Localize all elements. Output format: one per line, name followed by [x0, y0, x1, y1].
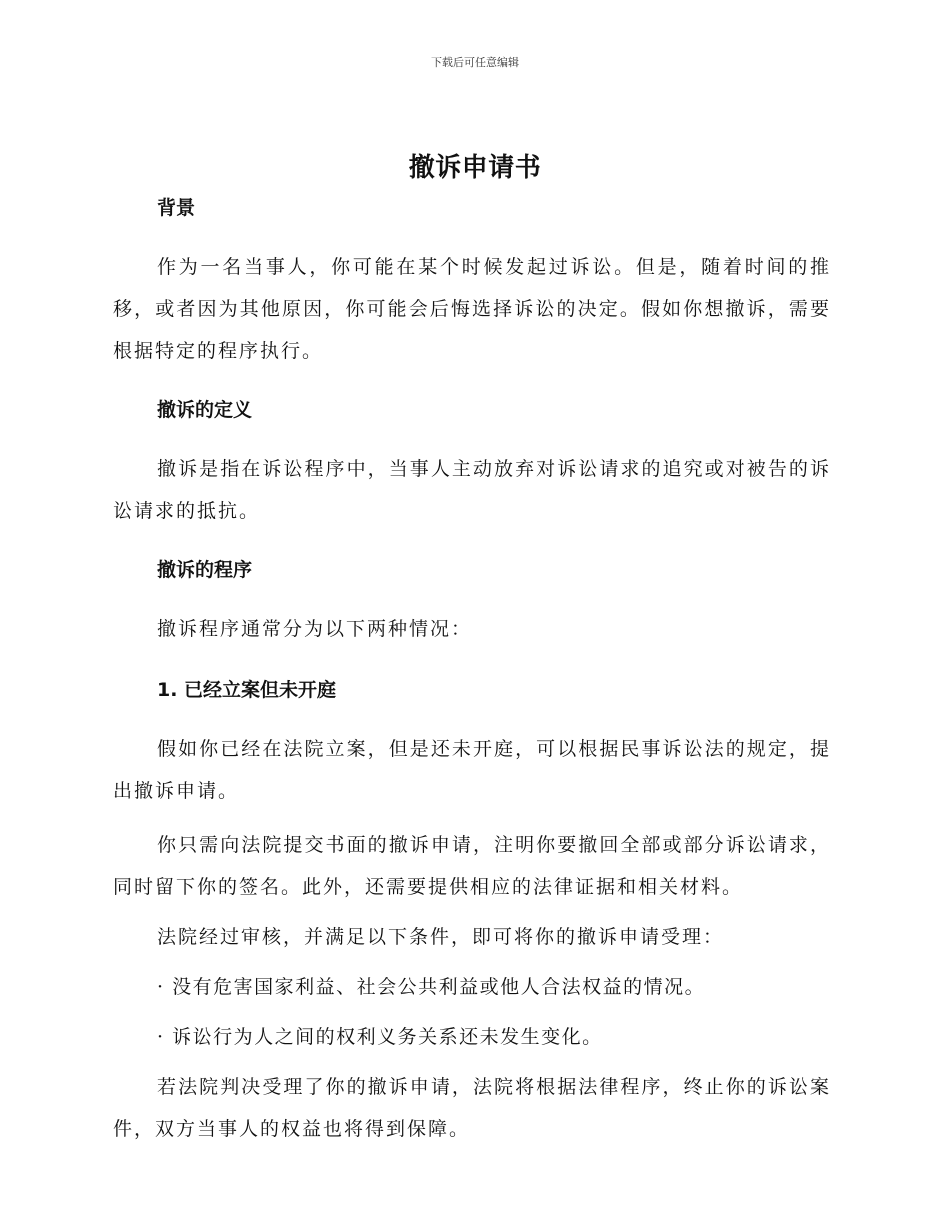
condition-bullet: · 没有危害国家利益、社会公共利益或他人合法权益的情况。: [157, 976, 706, 998]
document-title: 撤诉申请书: [408, 153, 542, 183]
condition-bullet: · 诉讼行为人之间的权利义务关系还未发生变化。: [157, 1026, 603, 1048]
case1-heading: 1. 已经立案但未开庭: [157, 679, 337, 701]
case1-paragraph-2: 你只需向法院提交书面的撤诉申请，注明你要撤回全部或部分诉讼请求，同时留下你的签名。此外，还需要提供相应的法律证据和相关材料。: [113, 834, 831, 898]
section-heading-background: 背景: [157, 197, 196, 219]
definition-paragraph: 撤诉是指在诉讼程序中，当事人主动放弃对诉讼请求的追究或对被告的诉讼请求的抵抗。: [113, 458, 831, 522]
header-note: 下载后可任意编辑: [431, 56, 519, 69]
section-heading-definition: 撤诉的定义: [157, 399, 253, 421]
background-paragraph: 作为一名当事人，你可能在某个时候发起过诉讼。但是，随着时间的推移，或者因为其他原因，你可能会后悔选择诉讼的决定。假如你想撤诉，需要根据特定的程序执行。: [113, 256, 831, 362]
case1-paragraph-4: 若法院判决受理了你的撤诉申请，法院将根据法律程序，终止你的诉讼案件，双方当事人的权益也将得到保障。: [113, 1076, 831, 1140]
document-body: [113, 194, 831, 1150]
case1-paragraph-1: 假如你已经在法院立案，但是还未开庭，可以根据民事诉讼法的规定，提出撤诉申请。: [113, 738, 831, 802]
case1-paragraph-3: 法院经过审核，并满足以下条件，即可将你的撤诉申请受理：: [157, 926, 725, 948]
section-heading-procedure: 撤诉的程序: [157, 559, 253, 581]
procedure-intro: 撤诉程序通常分为以下两种情况：: [157, 618, 473, 640]
